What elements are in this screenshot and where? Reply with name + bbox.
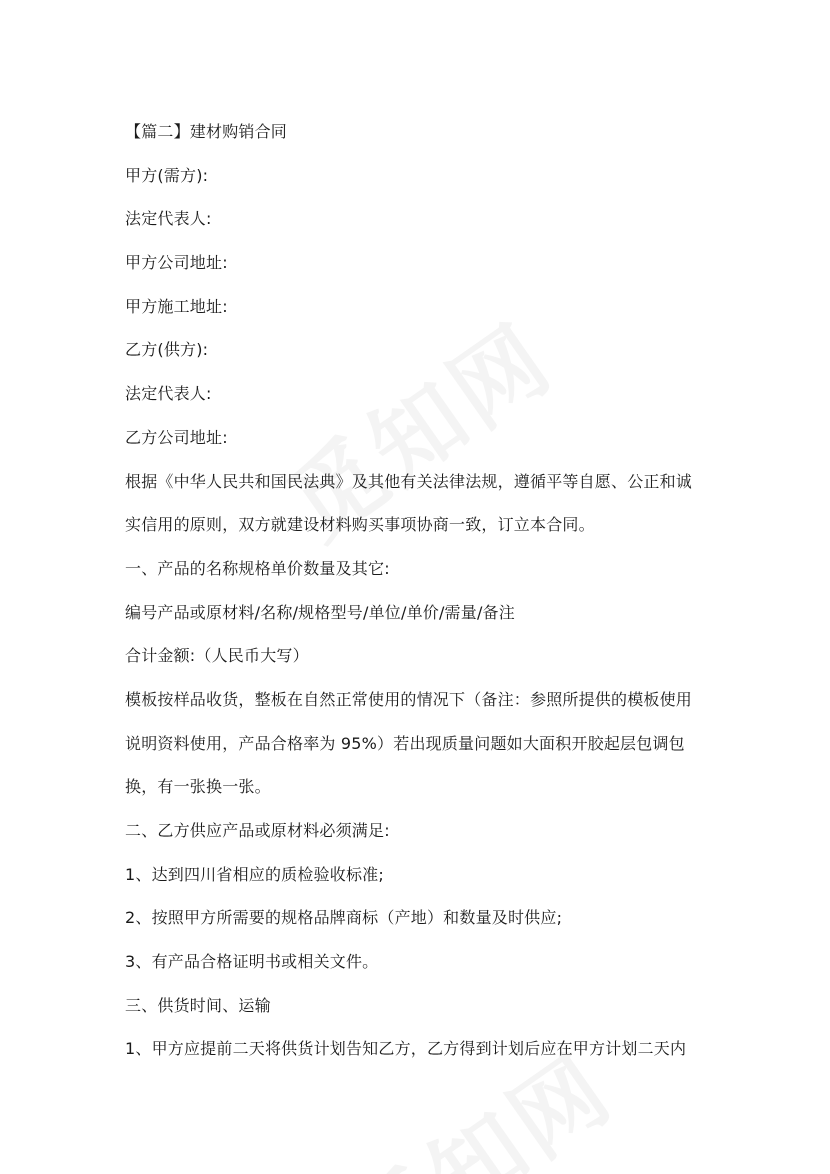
party-b-label: 乙方(供方): bbox=[125, 340, 209, 360]
paragraph-line: 说明资料使用，产品合格率为 95%）若出现质量问题如大面积开胶起层包调包 bbox=[125, 733, 685, 753]
paragraph-line: 编号产品或原材料/名称/规格型号/单位/单价/需量/备注 bbox=[125, 602, 515, 622]
document-body bbox=[125, 110, 725, 1071]
section-heading: 三、供货时间、运输 bbox=[125, 995, 271, 1015]
list-item: 3、有产品合格证明书或相关文件。 bbox=[125, 952, 379, 972]
paragraph-line: 模板按样品收货，整板在自然正常使用的情况下（备注：参照所提供的模板使用 bbox=[125, 689, 693, 709]
section-heading: 二、乙方供应产品或原材料必须满足: bbox=[125, 821, 390, 840]
paragraph-line: 换，有一张换一张。 bbox=[125, 777, 271, 797]
party-b-company-address: 乙方公司地址: bbox=[125, 427, 228, 447]
section-heading: 一、产品的名称规格单价数量及其它: bbox=[125, 558, 390, 578]
list-item: 2、按照甲方所需要的规格品牌商标（产地）和数量及时供应; bbox=[125, 908, 563, 928]
party-a-company-address: 甲方公司地址: bbox=[125, 253, 228, 273]
party-a-label: 甲方(需方): bbox=[125, 165, 209, 185]
paragraph-line: 合计金额:（人民币大写） bbox=[125, 646, 309, 666]
preamble-line: 根据《中华人民共和国民法典》及其他有关法律法规，遵循平等自愿、公正和诚 bbox=[125, 471, 693, 491]
list-item: 1、甲方应提前二天将供货计划告知乙方，乙方得到计划后应在甲方计划二天内 bbox=[125, 1039, 687, 1059]
list-item: 1、达到四川省相应的质检验收标准; bbox=[125, 864, 384, 884]
party-b-legal-rep: 法定代表人: bbox=[125, 384, 212, 404]
party-a-construction-address: 甲方施工地址: bbox=[125, 296, 228, 316]
party-a-legal-rep: 法定代表人: bbox=[125, 209, 212, 229]
preamble-line: 实信用的原则，双方就建设材料购买事项协商一致，订立本合同。 bbox=[125, 515, 595, 535]
document-title: 【篇二】建材购销合同 bbox=[125, 122, 288, 141]
